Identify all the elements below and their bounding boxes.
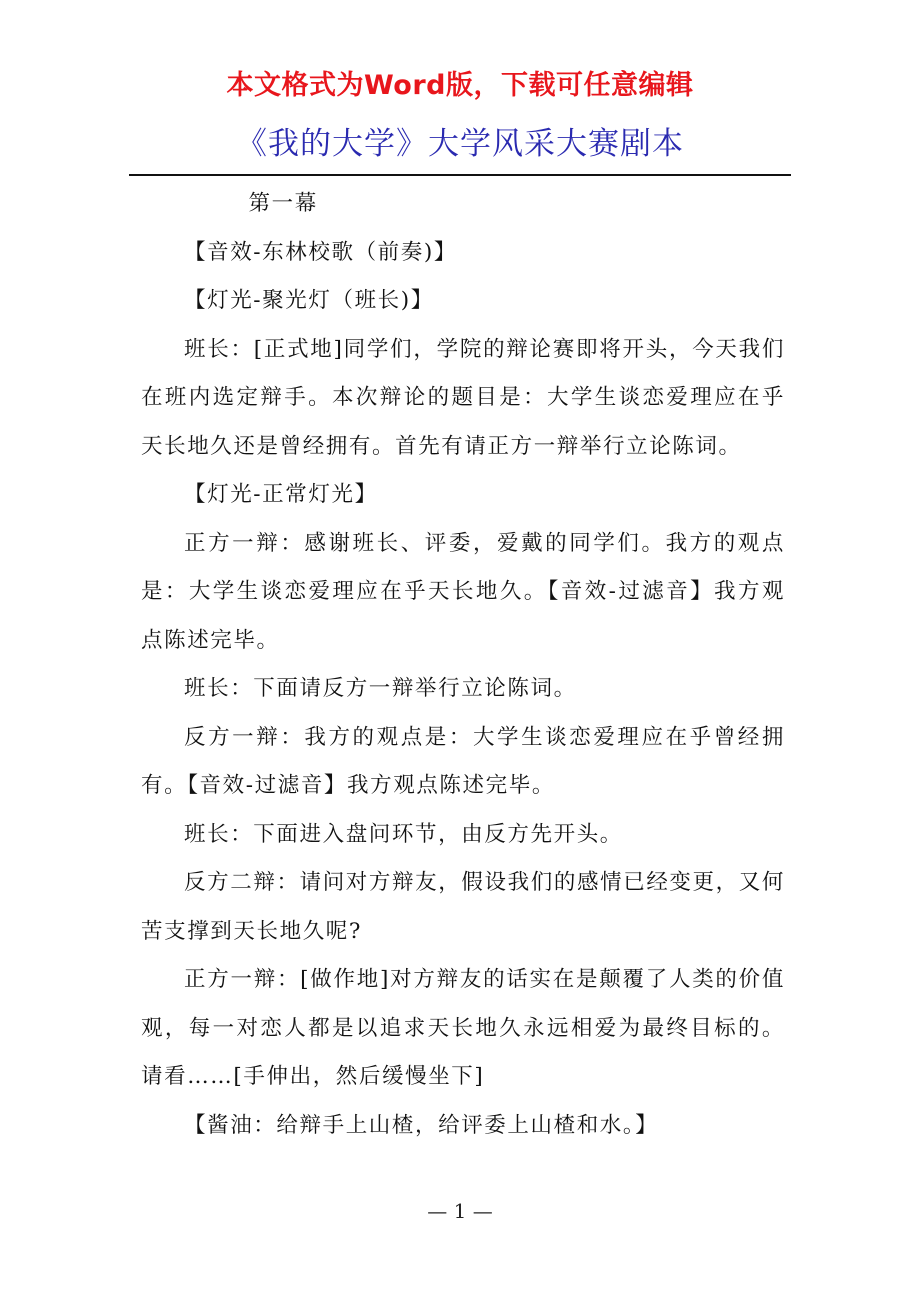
dialogue-paragraph: 班长：下面进入盘问环节，由反方先开头。	[184, 821, 623, 847]
dialogue-paragraph: 反方二辩：请问对方辩友，假设我们的感情已经变更，又何苦支撑到天长地久呢?	[141, 870, 785, 944]
stage-direction-light: 【灯光-正常灯光】	[184, 482, 378, 507]
dialogue-paragraph: 正方一辩：[做作地]对方辩友的话实在是颠覆了人类的价值观，每一对恋人都是以追求天长地久永远相爱为最终目标的。请看……[手伸出，然后缓慢坐下]	[141, 967, 785, 1089]
act-heading: 第一幕	[248, 191, 318, 216]
dialogue-paragraph: 正方一辩：感谢班长、评委，爱戴的同学们。我方的观点是：大学生谈恋爱理应在乎天长地久。【音效-过滤音】我方观点陈述完毕。	[141, 530, 785, 653]
script-body	[141, 180, 785, 1150]
page-number: — 1 —	[427, 1199, 493, 1223]
stage-direction-props: 【酱油：给辩手上山楂，给评委上山楂和水。】	[184, 1112, 659, 1138]
dialogue-paragraph: 班长：下面请反方一辩举行立论陈词。	[184, 676, 577, 701]
download-banner: 本文格式为Word版，下载可任意编辑	[226, 70, 694, 101]
dialogue-paragraph: 班长：[正式地]同学们，学院的辩论赛即将开头，今天我们在班内选定辩手。本次辩论的题目是：大学生谈恋爱理应在乎天长地久还是曾经拥有。首先有请正方一辩举行立论陈词。	[141, 336, 785, 459]
stage-direction-sound: 【音效-东林校歌（前奏)】	[184, 239, 457, 265]
stage-direction-light: 【灯光-聚光灯（班长)】	[184, 288, 434, 313]
document-title: 《我的大学》大学风采大赛剧本	[236, 126, 684, 162]
dialogue-paragraph: 反方一辩：我方的观点是：大学生谈恋爱理应在乎曾经拥有。【音效-过滤音】我方观点陈述完毕。	[141, 724, 785, 798]
title-divider	[129, 174, 791, 176]
